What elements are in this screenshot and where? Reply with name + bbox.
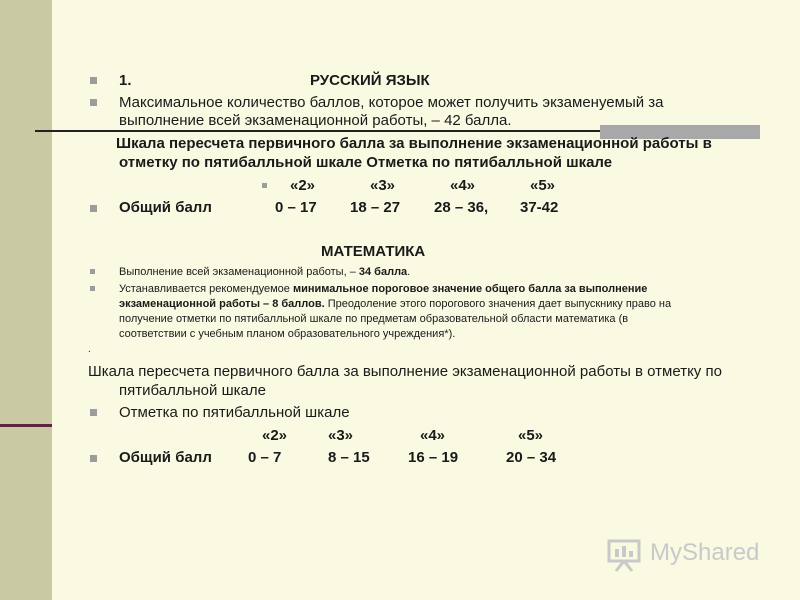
- russian-max-score-line2: выполнение всей экзаменационной работы, – 42 балла.: [119, 112, 512, 129]
- russian-range-2: 0 – 17: [275, 199, 317, 216]
- bullet-icon: [90, 286, 95, 291]
- math-bullet2-line3: получение отметки по пятибалльной шкале по предметам образовательной области математика (в: [119, 313, 629, 325]
- russian-range-3: 18 – 27: [350, 199, 401, 216]
- bullet-icon: [90, 455, 97, 462]
- russian-grade-4: «4»: [450, 177, 476, 194]
- math-bullet1-bold: 34 балла: [358, 266, 408, 278]
- math-grade-4: «4»: [420, 427, 446, 444]
- russian-grade-5: «5»: [530, 177, 556, 194]
- bullet-icon: [90, 77, 97, 84]
- math-title: МАТЕМАТИКА: [321, 243, 426, 260]
- math-grade-5: «5»: [518, 427, 544, 444]
- russian-total-label: Общий балл: [119, 199, 212, 216]
- russian-range-5: 37-42: [520, 199, 559, 216]
- russian-grade-2: «2»: [290, 177, 316, 194]
- math-bullet1: [119, 264, 410, 280]
- math-bullet2-line1-text: Устанавливается рекомендуемое: [119, 283, 293, 295]
- math-grade-3: «3»: [328, 427, 354, 444]
- presentation-board-icon: [606, 537, 642, 573]
- math-range-2: 0 – 7: [248, 449, 282, 466]
- russian-range-4: 28 – 36,: [434, 199, 489, 216]
- math-bullet2-line2-text: Преодоление этого порогового значения дает выпускнику право на: [324, 298, 672, 310]
- math-bullet1-end: .: [407, 266, 411, 278]
- russian-scale-title-line2: отметку по пятибалльной шкале Отметка по пятибалльной шкале: [119, 154, 613, 171]
- russian-scale-title-line1: Шкала пересчета первичного балла за выполнение экзаменационной работы в: [116, 135, 712, 152]
- math-range-5: 20 – 34: [506, 449, 557, 466]
- math-scale-title-line1: Шкала пересчета первичного балла за выполнение экзаменационной работы в отметку по: [88, 363, 722, 380]
- math-grade-2: «2»: [262, 427, 288, 444]
- watermark-logo: [606, 537, 766, 573]
- math-bullet2-line1-bold: минимальное пороговое значение общего балла за выполнение: [292, 283, 648, 295]
- stray-dot: .: [88, 344, 91, 355]
- math-scale-title-line2: пятибалльной шкале: [119, 382, 266, 399]
- math-range-4: 16 – 19: [408, 449, 459, 466]
- russian-max-score-line1: Максимальное количество баллов, которое может получить экзаменуемый за: [119, 94, 664, 111]
- bullet-icon: [262, 183, 267, 188]
- math-bullet1-text: Выполнение всей экзаменационной работы, –: [119, 266, 359, 278]
- horizontal-rule: [35, 130, 600, 132]
- russian-title: РУССКИЙ ЯЗЫК: [310, 72, 430, 89]
- russian-number: 1.: [119, 72, 132, 89]
- bullet-icon: [90, 269, 95, 274]
- left-sidebar-decoration: [0, 0, 52, 600]
- math-bullet2-line4: соответствии с учебным планом образовательного учреждения*).: [119, 328, 456, 340]
- math-total-label: Общий балл: [119, 449, 212, 466]
- russian-grade-3: «3»: [370, 177, 396, 194]
- math-bullet2-line2-bold: экзаменационной работы – 8 баллов.: [119, 298, 325, 310]
- math-bullet2-line1: [119, 281, 647, 297]
- bullet-icon: [90, 205, 97, 212]
- sidebar-accent-line: [0, 424, 52, 427]
- watermark-text: MyShared: [650, 539, 760, 566]
- math-grade-label: Отметка по пятибалльной шкале: [119, 404, 350, 421]
- bullet-icon: [90, 99, 97, 106]
- math-bullet2-line2: [119, 296, 671, 312]
- bullet-icon: [90, 409, 97, 416]
- math-range-3: 8 – 15: [328, 449, 370, 466]
